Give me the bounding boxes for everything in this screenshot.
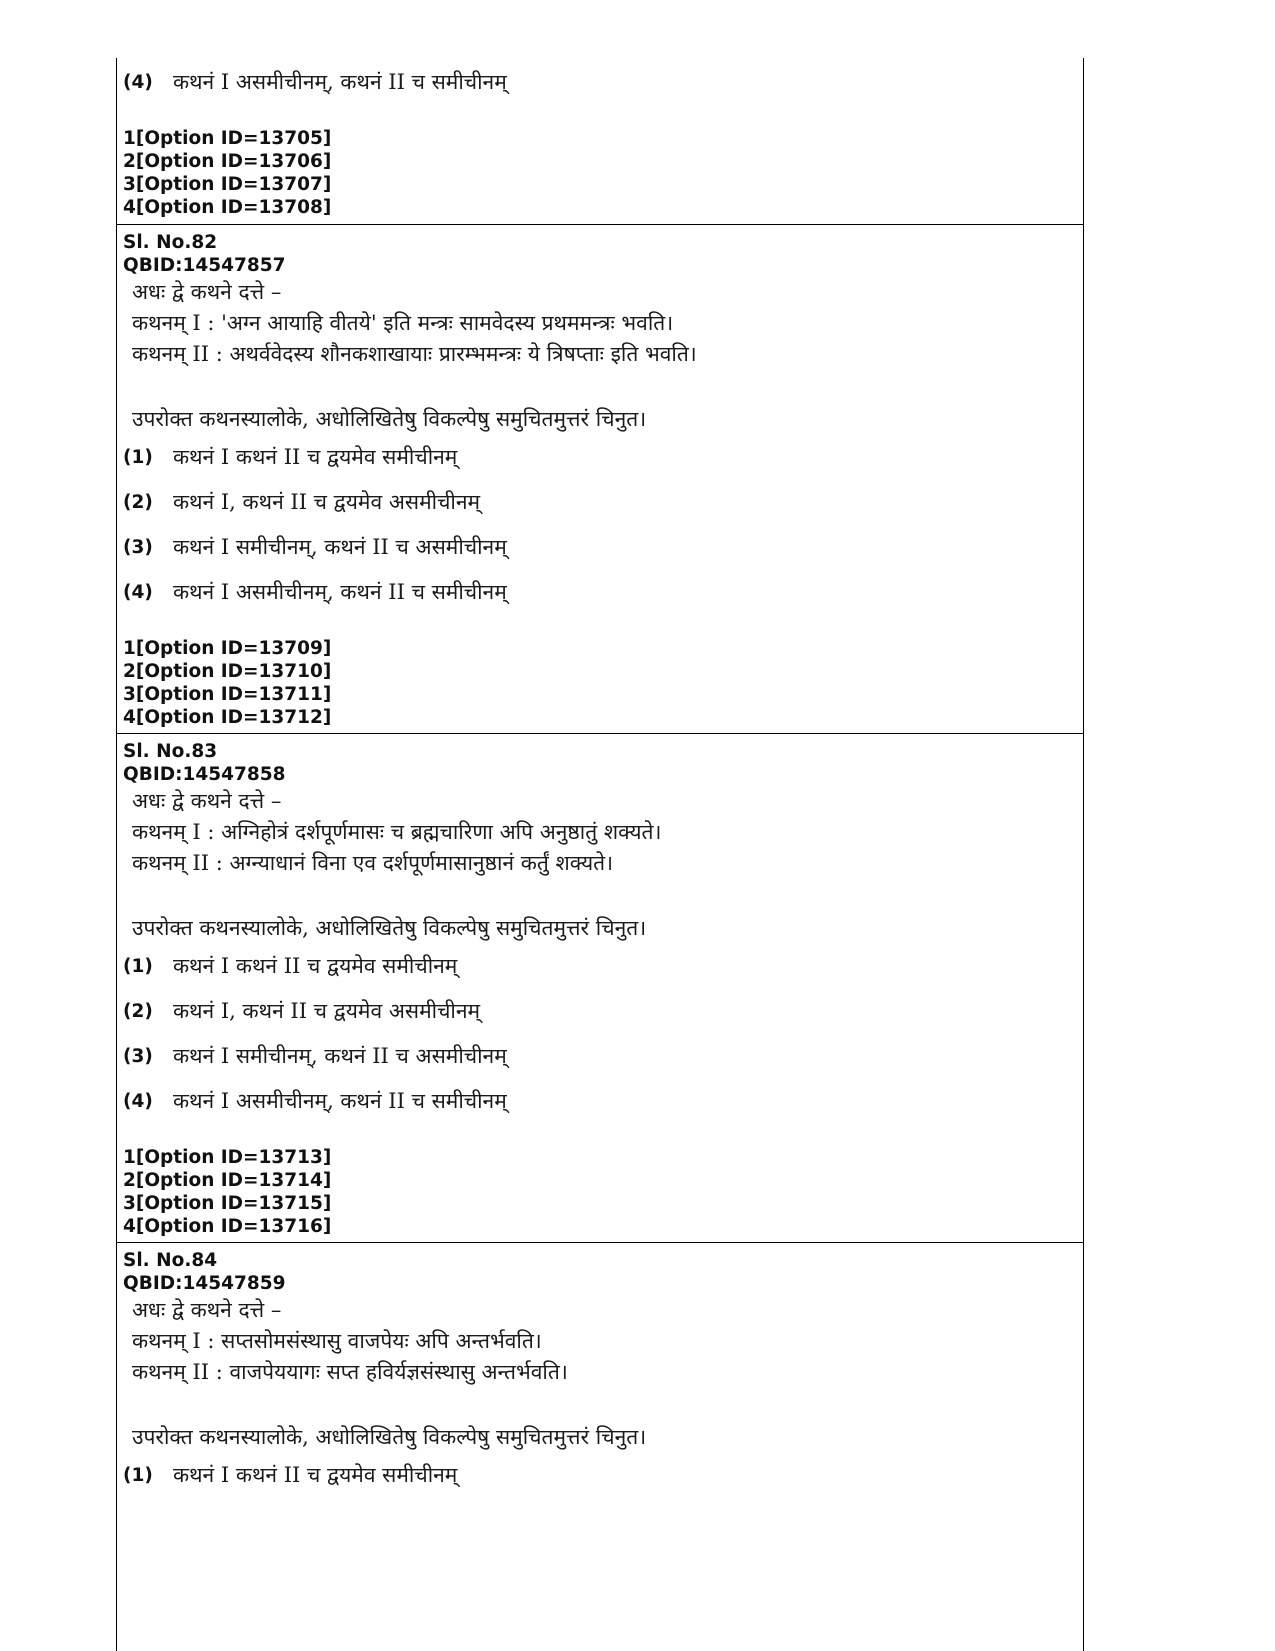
question-block-81-tail: [117, 60, 1083, 225]
option-number: (3): [123, 1046, 153, 1067]
document-page: [116, 58, 1084, 1651]
qbid: QBID:14547859: [123, 1273, 286, 1294]
option-text: कथनं I असमीचीनम्, कथनं II च समीचीनम्: [173, 580, 507, 604]
option-text: कथनं I कथनं II च द्वयमेव समीचीनम्: [173, 954, 458, 978]
option-id: 2[Option ID=13714]: [123, 1170, 332, 1191]
question-block-83: [117, 734, 1083, 1243]
option-id: 2[Option ID=13710]: [123, 661, 332, 682]
statement-1: कथनम् I : सप्तसोमसंस्थासु वाजपेयः अपि अन्तर्भवति।: [132, 1329, 542, 1353]
qbid: QBID:14547858: [123, 764, 286, 785]
option-item: [117, 1079, 1083, 1124]
question-intro: अधः द्वे कथने दत्ते –: [132, 280, 282, 304]
option-id: 1[Option ID=13705]: [123, 128, 332, 149]
option-text: कथनं I कथनं II च द्वयमेव समीचीनम्: [173, 445, 458, 469]
option-number: (2): [123, 1001, 153, 1022]
option-text: कथनं I असमीचीनम्, कथनं II च समीचीनम्: [173, 1089, 507, 1113]
option-number: (3): [123, 537, 153, 558]
option-item: [117, 1034, 1083, 1079]
option-number: (2): [123, 492, 153, 513]
option-id: 3[Option ID=13715]: [123, 1193, 332, 1214]
option-item: [117, 525, 1083, 570]
qbid: QBID:14547857: [123, 255, 286, 276]
option-id: 3[Option ID=13707]: [123, 174, 332, 195]
option-number: (4): [123, 1091, 153, 1112]
statement-1: कथनम् I : 'अग्न आयाहि वीतये' इति मन्त्रः सामवेदस्य प्रथममन्त्रः भवति।: [132, 311, 674, 335]
option-text: कथनं I कथनं II च द्वयमेव समीचीनम्: [173, 1463, 458, 1487]
question-prompt: उपरोक्त कथनस्यालोके, अधोलिखितेषु विकल्पेषु समुचितमुत्तरं चिनुत।: [132, 407, 647, 431]
question-prompt: उपरोक्त कथनस्यालोके, अधोलिखितेषु विकल्पेषु समुचितमुत्तरं चिनुत।: [132, 916, 647, 940]
statement-2: कथनम् II : अग्न्याधानं विना एव दर्शपूर्णमासानुष्ठानं कर्तुं शक्यते।: [132, 851, 614, 875]
option-number: (4): [123, 582, 153, 603]
option-text: कथनं I समीचीनम्, कथनं II च असमीचीनम्: [173, 535, 507, 559]
option-text: कथनं I समीचीनम्, कथनं II च असमीचीनम्: [173, 1044, 507, 1068]
option-id: 3[Option ID=13711]: [123, 684, 332, 705]
option-item: [117, 435, 1083, 480]
question-block-84: [117, 1243, 1083, 1498]
statement-2: कथनम् II : अथर्ववेदस्य शौनकशाखायाः प्रारम्भमन्त्रः ये त्रिषप्ताः इति भवति।: [132, 342, 697, 366]
option-number: (1): [123, 956, 153, 977]
option-id: 4[Option ID=13712]: [123, 707, 332, 728]
question-intro: अधः द्वे कथने दत्ते –: [132, 1298, 282, 1322]
option-id: 2[Option ID=13706]: [123, 151, 332, 172]
question-prompt: उपरोक्त कथनस्यालोके, अधोलिखितेषु विकल्पेषु समुचितमुत्तरं चिनुत।: [132, 1425, 647, 1449]
option-id-list: [117, 127, 1083, 219]
question-block-82: [117, 225, 1083, 734]
option-item: [117, 989, 1083, 1034]
option-item: [117, 60, 1083, 105]
statement-1: कथनम् I : अग्निहोत्रं दर्शपूर्णमासः च ब्रह्मचारिणा अपि अनुष्ठातुं शक्यते।: [132, 820, 662, 844]
option-text: कथनं I, कथनं II च द्वयमेव असमीचीनम्: [173, 490, 481, 514]
option-id: 4[Option ID=13716]: [123, 1216, 332, 1237]
option-item: [117, 480, 1083, 525]
statement-2: कथनम् II : वाजपेययागः सप्त हविर्यज्ञसंस्थासु अन्तर्भवति।: [132, 1360, 568, 1384]
question-intro: अधः द्वे कथने दत्ते –: [132, 789, 282, 813]
serial-number: Sl. No.82: [123, 232, 218, 253]
option-number: (1): [123, 447, 153, 468]
serial-number: Sl. No.83: [123, 741, 218, 762]
serial-number: Sl. No.84: [123, 1250, 218, 1271]
option-id: 1[Option ID=13709]: [123, 638, 332, 659]
option-item: [117, 570, 1083, 615]
option-item: [117, 1453, 1083, 1498]
option-id: 4[Option ID=13708]: [123, 197, 332, 218]
option-number: (4): [123, 72, 153, 93]
option-id-list: [117, 637, 1083, 729]
option-text: कथनं I असमीचीनम्, कथनं II च समीचीनम्: [173, 70, 507, 94]
option-id-list: [117, 1146, 1083, 1238]
option-number: (1): [123, 1465, 153, 1486]
option-id: 1[Option ID=13713]: [123, 1147, 332, 1168]
option-text: कथनं I, कथनं II च द्वयमेव असमीचीनम्: [173, 999, 481, 1023]
option-item: [117, 944, 1083, 989]
